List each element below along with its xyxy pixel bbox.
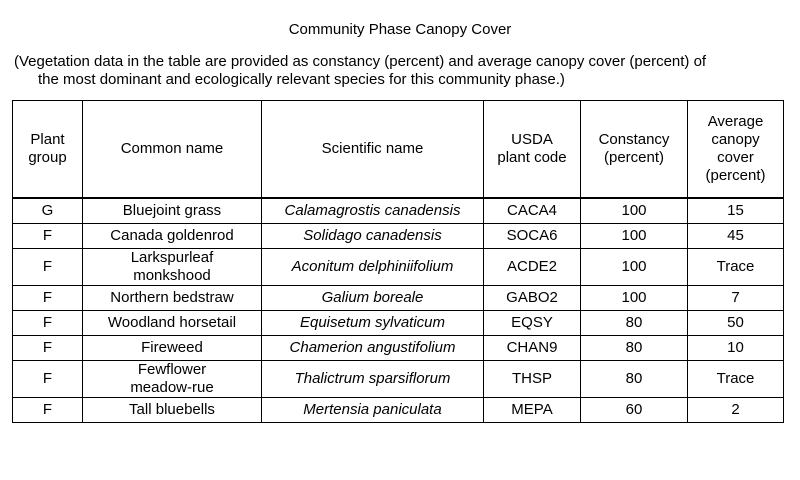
cell-scientific-name: Equisetum sylvaticum [262,311,484,336]
cell-plant-group: F [13,224,83,249]
header-common-name: Common name [83,101,262,199]
cell-usda-code: ACDE2 [484,249,581,286]
table-row [13,398,784,423]
table-row [13,198,784,224]
cell-canopy-cover: 2 [688,398,784,423]
cell-common-name: Tall bluebells [83,398,262,423]
cell-plant-group: G [13,198,83,224]
page-title: Community Phase Canopy Cover [288,21,512,38]
cell-common-name: Northern bedstraw [83,286,262,311]
cell-scientific-name: Aconitum delphiniifolium [262,249,484,286]
cell-canopy-cover: Trace [688,361,784,398]
cell-canopy-cover: 7 [688,286,784,311]
cell-constancy: 100 [581,224,688,249]
cell-canopy-cover: 10 [688,336,784,361]
cell-plant-group: F [13,398,83,423]
cell-usda-code: THSP [484,361,581,398]
header-canopy-cover: Average canopy cover (percent) [688,101,784,199]
cell-scientific-name: Calamagrostis canadensis [262,198,484,224]
table-row [13,336,784,361]
cell-constancy: 80 [581,361,688,398]
table-row [13,311,784,336]
cell-scientific-name: Chamerion angustifolium [262,336,484,361]
description-line-2: the most dominant and ecologically relevant species for this community phase.) [38,71,565,88]
table-row [13,286,784,311]
cell-usda-code: CHAN9 [484,336,581,361]
header-usda-code: USDA plant code [484,101,581,199]
cell-constancy: 100 [581,249,688,286]
cell-common-name: Larkspurleaf monkshood [83,249,262,286]
cell-usda-code: CACA4 [484,198,581,224]
cell-plant-group: F [13,361,83,398]
table-description [14,53,794,89]
cell-constancy: 80 [581,311,688,336]
cell-usda-code: EQSY [484,311,581,336]
cell-usda-code: MEPA [484,398,581,423]
cell-plant-group: F [13,286,83,311]
cell-constancy: 100 [581,286,688,311]
table-header-row [13,101,784,199]
cell-plant-group: F [13,249,83,286]
cell-scientific-name: Thalictrum sparsiflorum [262,361,484,398]
cell-constancy: 80 [581,336,688,361]
cell-canopy-cover: 15 [688,198,784,224]
header-scientific-name: Scientific name [262,101,484,199]
cell-plant-group: F [13,336,83,361]
cell-scientific-name: Solidago canadensis [262,224,484,249]
header-plant-group: Plant group [13,101,83,199]
cell-scientific-name: Galium boreale [262,286,484,311]
table-row [13,361,784,398]
cell-common-name: Canada goldenrod [83,224,262,249]
cell-common-name: Fireweed [83,336,262,361]
cell-common-name: Woodland horsetail [83,311,262,336]
header-constancy: Constancy (percent) [581,101,688,199]
cell-plant-group: F [13,311,83,336]
description-line-1: (Vegetation data in the table are provided as constancy (percent) and average canopy cover (percent) of [14,53,707,70]
cell-scientific-name: Mertensia paniculata [262,398,484,423]
canopy-cover-table [12,100,784,423]
cell-common-name: Fewflower meadow-rue [83,361,262,398]
cell-common-name: Bluejoint grass [83,198,262,224]
cell-canopy-cover: 50 [688,311,784,336]
cell-usda-code: SOCA6 [484,224,581,249]
cell-usda-code: GABO2 [484,286,581,311]
cell-constancy: 100 [581,198,688,224]
cell-canopy-cover: 45 [688,224,784,249]
table-row [13,249,784,286]
cell-constancy: 60 [581,398,688,423]
cell-canopy-cover: Trace [688,249,784,286]
table-row [13,224,784,249]
